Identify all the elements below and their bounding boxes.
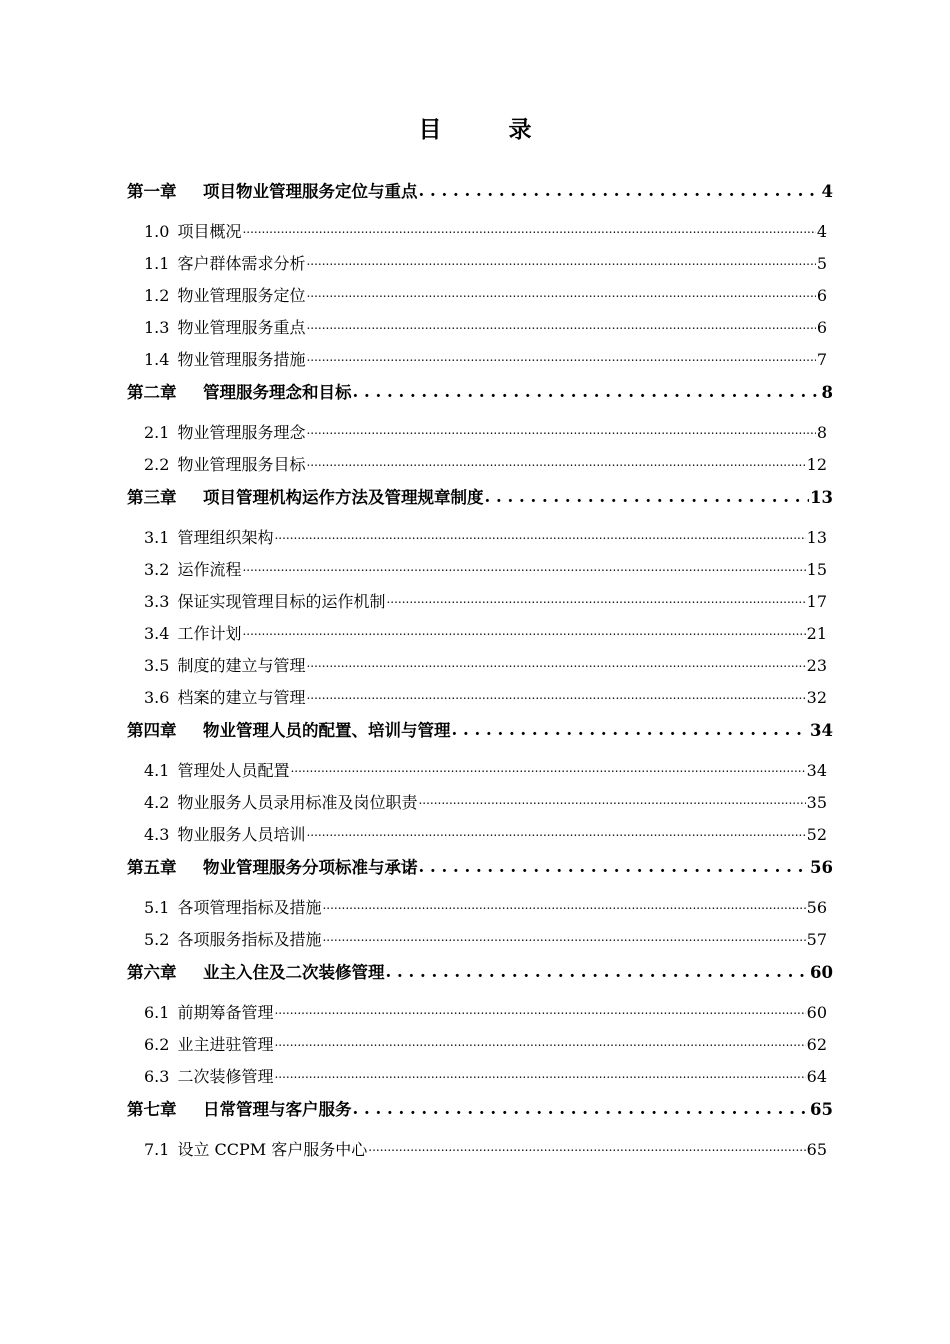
chapter-number: 第六章 [127,963,177,982]
section-title: 各项管理指标及措施 [177,898,322,917]
dot-leader [290,760,805,776]
section-page-number: 57 [806,930,827,949]
toc-chapter-entry[interactable] [127,484,833,517]
toc-section-entry[interactable] [127,557,833,589]
section-number: 3.1 [144,528,170,547]
dot-leader [418,792,805,808]
chapter-number: 第五章 [127,858,177,877]
toc-section-entry[interactable] [127,621,833,653]
toc-section-entry[interactable] [127,653,833,685]
toc-section-entry[interactable] [127,525,833,557]
section-title: 制度的建立与管理 [177,656,306,675]
section-title: 保证实现管理目标的运作机制 [177,592,386,611]
section-number: 1.0 [144,222,170,241]
section-title: 物业管理服务重点 [177,318,306,337]
dot-leader [242,623,805,639]
toc-chapter-entry[interactable] [127,178,833,211]
section-page-number: 65 [806,1140,827,1159]
section-number: 4.2 [144,793,170,812]
section-title: 各项服务指标及措施 [177,930,322,949]
dot-leader [306,454,805,470]
dot-leader [353,382,821,399]
section-page-number: 23 [806,656,827,675]
dot-leader [306,317,815,333]
chapter-number: 第二章 [127,383,177,402]
toc-section-entry[interactable] [127,927,833,959]
section-title: 物业管理服务定位 [177,286,306,305]
section-page-number: 6 [816,318,827,337]
section-number: 1.1 [144,254,170,273]
section-number: 2.1 [144,423,170,442]
toc-section-entry[interactable] [127,790,833,822]
toc-chapter-entry[interactable] [127,959,833,992]
section-page-number: 15 [806,560,827,579]
dot-leader [306,253,815,269]
toc-chapter-entry[interactable] [127,379,833,412]
section-number: 1.2 [144,286,170,305]
section-page-number: 34 [806,761,827,780]
chapter-page-number: 60 [810,963,833,982]
section-number: 6.3 [144,1067,170,1086]
toc-section-entry[interactable] [127,452,833,484]
dot-leader [306,687,805,703]
toc-section-entry[interactable] [127,1032,833,1064]
toc-section-entry[interactable] [127,685,833,717]
dot-leader [274,1066,805,1082]
toc-section-entry[interactable] [127,251,833,283]
toc-section-entry[interactable] [127,219,833,251]
section-page-number: 13 [806,528,827,547]
toc-chapter-entry[interactable] [127,854,833,887]
section-number: 6.1 [144,1003,170,1022]
section-page-number: 6 [816,286,827,305]
section-number: 1.3 [144,318,170,337]
toc-section-entry[interactable] [127,283,833,315]
chapter-page-number: 65 [810,1100,833,1119]
section-number: 5.1 [144,898,170,917]
section-title: 二次装修管理 [177,1067,274,1086]
chapter-title: 日常管理与客户服务 [203,1100,352,1119]
dot-leader [306,349,815,365]
section-title: 物业管理服务措施 [177,350,306,369]
toc-section-entry[interactable] [127,822,833,854]
chapter-page-number: 34 [810,721,833,740]
section-page-number: 56 [806,898,827,917]
chapter-number: 第七章 [127,1100,177,1119]
dot-leader [368,1139,805,1155]
toc-section-entry[interactable] [127,315,833,347]
toc-section-entry[interactable] [127,1137,833,1169]
dot-leader [306,655,805,671]
dot-leader [386,962,810,979]
dot-leader [242,559,805,575]
chapter-title: 项目物业管理服务定位与重点 [203,182,418,201]
dot-leader [322,929,805,945]
dot-leader [419,857,810,874]
toc-section-entry[interactable] [127,895,833,927]
section-page-number: 17 [806,592,827,611]
section-title: 运作流程 [177,560,242,579]
toc-section-entry[interactable] [127,1000,833,1032]
section-number: 3.2 [144,560,170,579]
chapter-title: 业主入住及二次装修管理 [203,963,385,982]
section-page-number: 64 [806,1067,827,1086]
toc-section-entry[interactable] [127,420,833,452]
chapter-page-number: 56 [810,858,833,877]
dot-leader [274,1002,805,1018]
dot-leader [419,181,821,198]
section-title: 物业服务人员录用标准及岗位职责 [177,793,418,812]
chapter-number: 第三章 [127,488,177,507]
section-title: 设立 CCPM 客户服务中心 [177,1140,368,1159]
chapter-title: 物业管理人员的配置、培训与管理 [203,721,451,740]
dot-leader [386,591,805,607]
section-page-number: 8 [816,423,827,442]
section-number: 2.2 [144,455,170,474]
dot-leader [306,824,805,840]
section-title: 物业管理服务理念 [177,423,306,442]
section-title: 客户群体需求分析 [177,254,306,273]
section-title: 业主进驻管理 [177,1035,274,1054]
dot-leader [322,897,805,913]
toc-chapter-entry[interactable] [127,717,833,750]
chapter-title: 物业管理服务分项标准与承诺 [203,858,418,877]
section-page-number: 35 [806,793,827,812]
section-number: 1.4 [144,350,170,369]
section-number: 3.5 [144,656,170,675]
section-number: 4.1 [144,761,170,780]
chapter-page-number: 13 [810,488,833,507]
section-page-number: 12 [806,455,827,474]
section-page-number: 62 [806,1035,827,1054]
section-page-number: 60 [806,1003,827,1022]
section-title: 物业管理服务目标 [177,455,306,474]
section-number: 4.3 [144,825,170,844]
dot-leader [306,422,815,438]
page-title: 目 录 [418,116,554,143]
section-number: 7.1 [144,1140,170,1159]
dot-leader [274,527,805,543]
chapter-page-number: 4 [821,182,833,201]
toc-section-entry[interactable] [127,347,833,379]
section-title: 档案的建立与管理 [177,688,306,707]
toc-chapter-entry[interactable] [127,1096,833,1129]
section-page-number: 21 [806,624,827,643]
dot-leader [353,1099,810,1116]
section-title: 物业服务人员培训 [177,825,306,844]
section-number: 3.6 [144,688,170,707]
dot-leader [306,285,815,301]
section-number: 6.2 [144,1035,170,1054]
toc-section-entry[interactable] [127,589,833,621]
toc-section-entry[interactable] [127,758,833,790]
section-page-number: 32 [806,688,827,707]
section-page-number: 5 [816,254,827,273]
dot-leader [242,221,815,237]
dot-leader [485,487,810,504]
table-of-contents [127,178,833,1169]
section-page-number: 7 [816,350,827,369]
chapter-number: 第四章 [127,721,177,740]
dot-leader [274,1034,805,1050]
toc-section-entry[interactable] [127,1064,833,1096]
section-page-number: 4 [816,222,827,241]
chapter-title: 管理服务理念和目标 [203,383,352,402]
section-page-number: 52 [806,825,827,844]
chapter-number: 第一章 [127,182,177,201]
section-title: 管理处人员配置 [177,761,290,780]
section-number: 5.2 [144,930,170,949]
dot-leader [452,720,810,737]
section-number: 3.3 [144,592,170,611]
chapter-page-number: 8 [821,383,833,402]
section-title: 项目概况 [177,222,242,241]
section-title: 工作计划 [177,624,242,643]
section-number: 3.4 [144,624,170,643]
section-title: 前期筹备管理 [177,1003,274,1022]
section-title: 管理组织架构 [177,528,274,547]
chapter-title: 项目管理机构运作方法及管理规章制度 [203,488,484,507]
